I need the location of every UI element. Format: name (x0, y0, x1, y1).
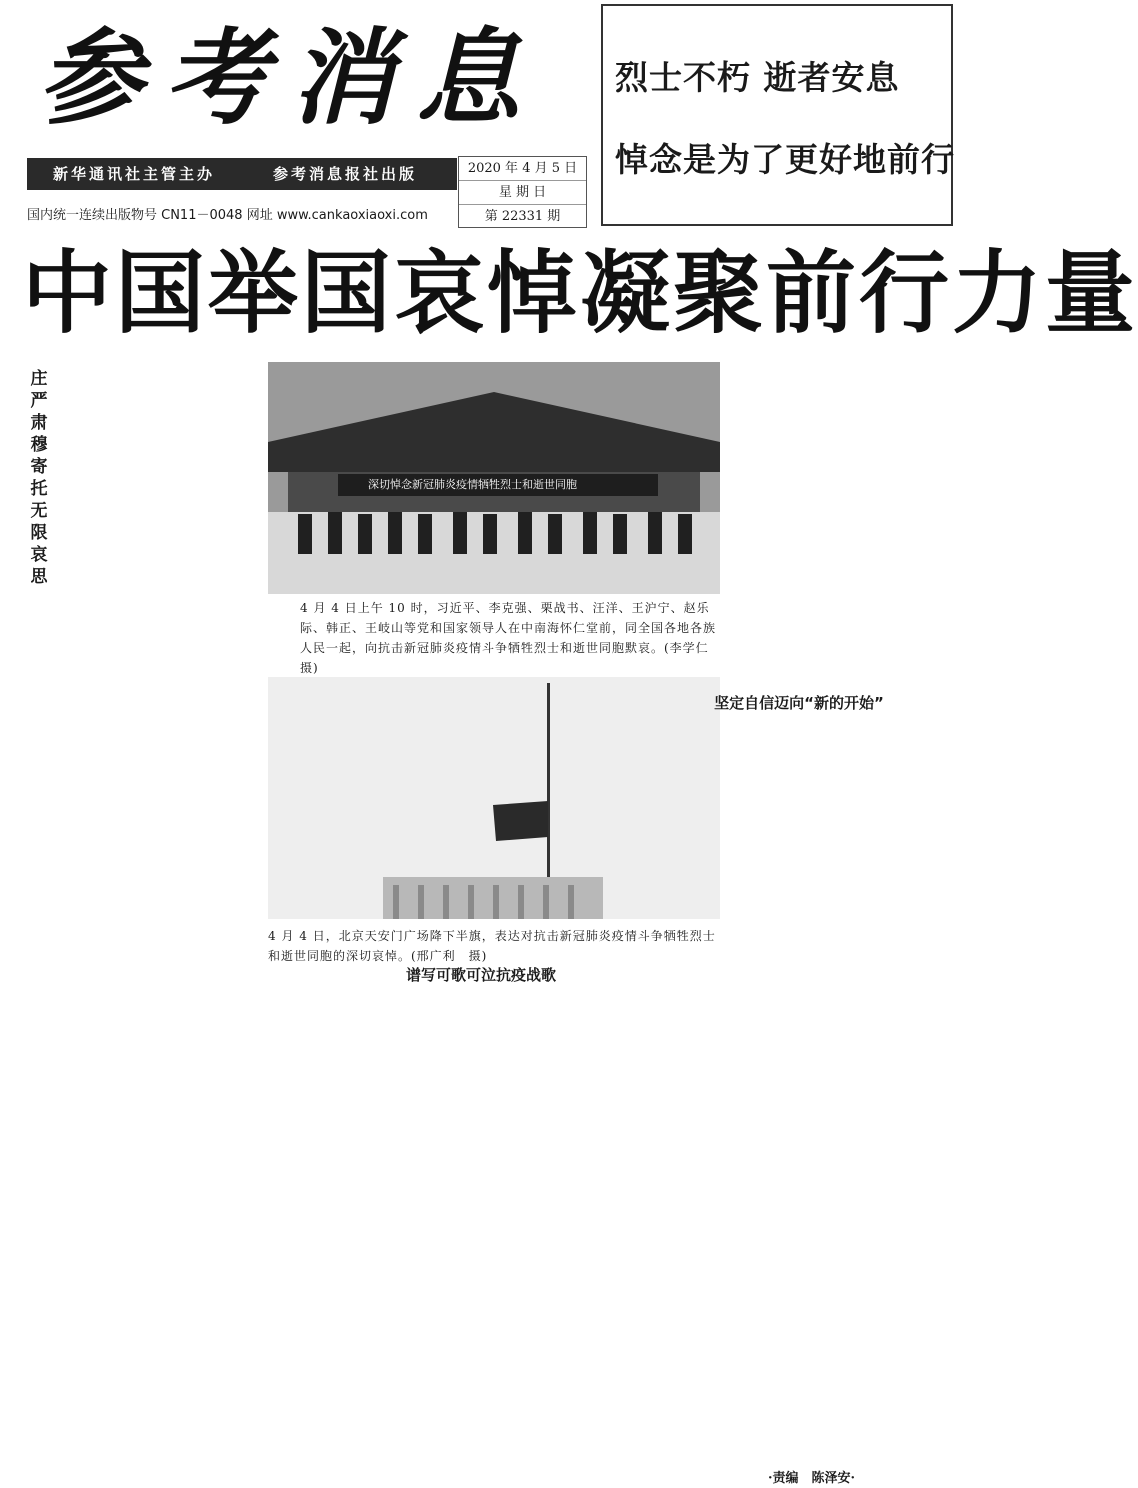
photo-leaders-mourning (268, 362, 720, 594)
photo-2-caption: 4 月 4 日，北京天安门广场降下半旗，表达对抗击新冠肺炎疫情斗争牺牲烈士和逝世同胞的深切哀悼。(邢广利 摄) (268, 929, 716, 963)
feature-line-1: 烈士不朽 逝者安息 (615, 58, 900, 97)
photo-banner-text: 深切悼念新冠肺炎疫情牺牲烈士和逝世同胞 (368, 478, 577, 491)
sponsor-text: 新华通讯社主管主办 (53, 165, 216, 183)
issue-weekday: 星 期 日 (459, 181, 586, 205)
masthead-title: 参考消息 (38, 16, 543, 139)
feature-line-2: 悼念是为了更好地前行 (615, 140, 955, 179)
article-column-2 (330, 966, 632, 1478)
photo-1-caption: 4 月 4 日上午 10 时，习近平、李克强、栗战书、汪洋、王沪宁、赵乐际、韩正、王岐山等党和国家领导人在中南海怀仁堂前，同全国各地各族人民一起，向抗击新冠肺炎疫情斗争牺牲烈士和逝世同胞默哀。(李学仁 摄) (300, 601, 722, 675)
article-column-3-lower (646, 694, 952, 1466)
section-subheading: 坚定自信迈向“新的开始” (714, 694, 884, 712)
article-column-1 (58, 360, 258, 948)
issue-number: 第 22331 期 (484, 209, 561, 224)
vertical-subtitle: 庄严肃穆寄托无限哀思 (30, 369, 48, 587)
date-box (458, 156, 587, 228)
editor-credit: ·责编 陈泽安· (768, 1471, 856, 1486)
feature-box (601, 4, 953, 226)
publisher-text: 参考消息报社出版 (273, 165, 418, 183)
issue-date: 2020 年 4 月 5 日 (459, 157, 586, 181)
publication-number: 国内统一连续出版物号 CN11－0048 网址 www.cankaoxiaoxi.com (27, 208, 428, 223)
masthead-bar (27, 158, 457, 190)
main-headline: 中国举国哀悼凝聚前行力量 (22, 241, 1138, 346)
section-subheading: 谱写可歌可泣抗疫战歌 (405, 966, 556, 984)
article-column-3 (740, 360, 952, 692)
article-column-1-lower (14, 950, 319, 1478)
